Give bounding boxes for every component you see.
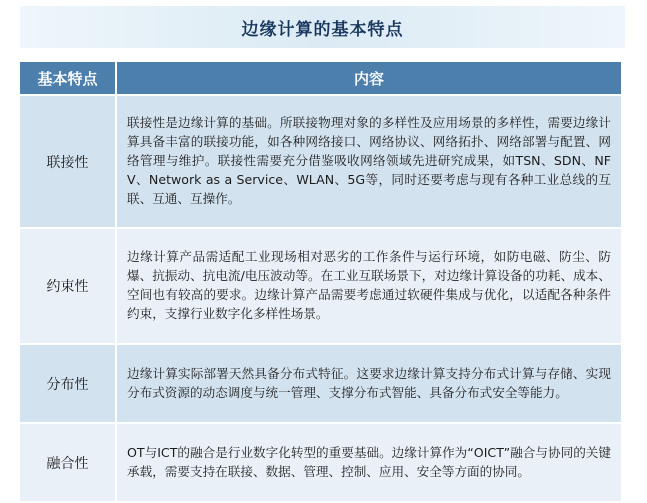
- feature-name: 约束性: [20, 228, 116, 344]
- feature-content: 边缘计算实际部署天然具备分布式特征。这要求边缘计算支持分布式计算与存储、实现分布式资源的动态调度与统一管理、支撑分布式智能、具备分布式安全等能力。: [116, 344, 621, 423]
- table-row: [20, 344, 621, 423]
- feature-content: 边缘计算产品需适配工业现场相对恶劣的工作条件与运行环境，如防电磁、防尘、防爆、抗振动、抗电流/电压波动等。在工业互联场景下，对边缘计算设备的功耗、成本、空间也有较高的要求。边缘计算产品需要考虑通过软硬件集成与优化，以适配各种条件约束，支撑行业数字化多样性场景。: [116, 228, 621, 344]
- table-row: [20, 228, 621, 344]
- title-banner: [20, 6, 625, 48]
- feature-name: 联接性: [20, 95, 116, 228]
- page-title: 边缘计算的基本特点: [241, 19, 404, 40]
- table-row: [20, 95, 621, 228]
- feature-content: OT与ICT的融合是行业数字化转型的重要基础。边缘计算作为“OICT”融合与协同的关键承载，需要支持在联接、数据、管理、控制、应用、安全等方面的协同。: [116, 423, 621, 502]
- table-row: [20, 423, 621, 502]
- table-header-row: [20, 62, 621, 95]
- column-header-feature: 基本特点: [20, 62, 116, 95]
- feature-name: 融合性: [20, 423, 116, 502]
- feature-name: 分布性: [20, 344, 116, 423]
- column-header-content: 内容: [116, 62, 621, 95]
- feature-content: 联接性是边缘计算的基础。所联接物理对象的多样性及应用场景的多样性，需要边缘计算具备丰富的联接功能，如各种网络接口、网络协议、网络拓扑、网络部署与配置、网络管理与维护。联接性需要充分借鉴吸收网络领域先进研究成果，如TSN、SDN、NFV、Network as a Service、WLAN、5G等，同时还要考虑与现有各种工业总线的互联、互通、互操作。: [116, 95, 621, 228]
- features-table: [20, 62, 621, 503]
